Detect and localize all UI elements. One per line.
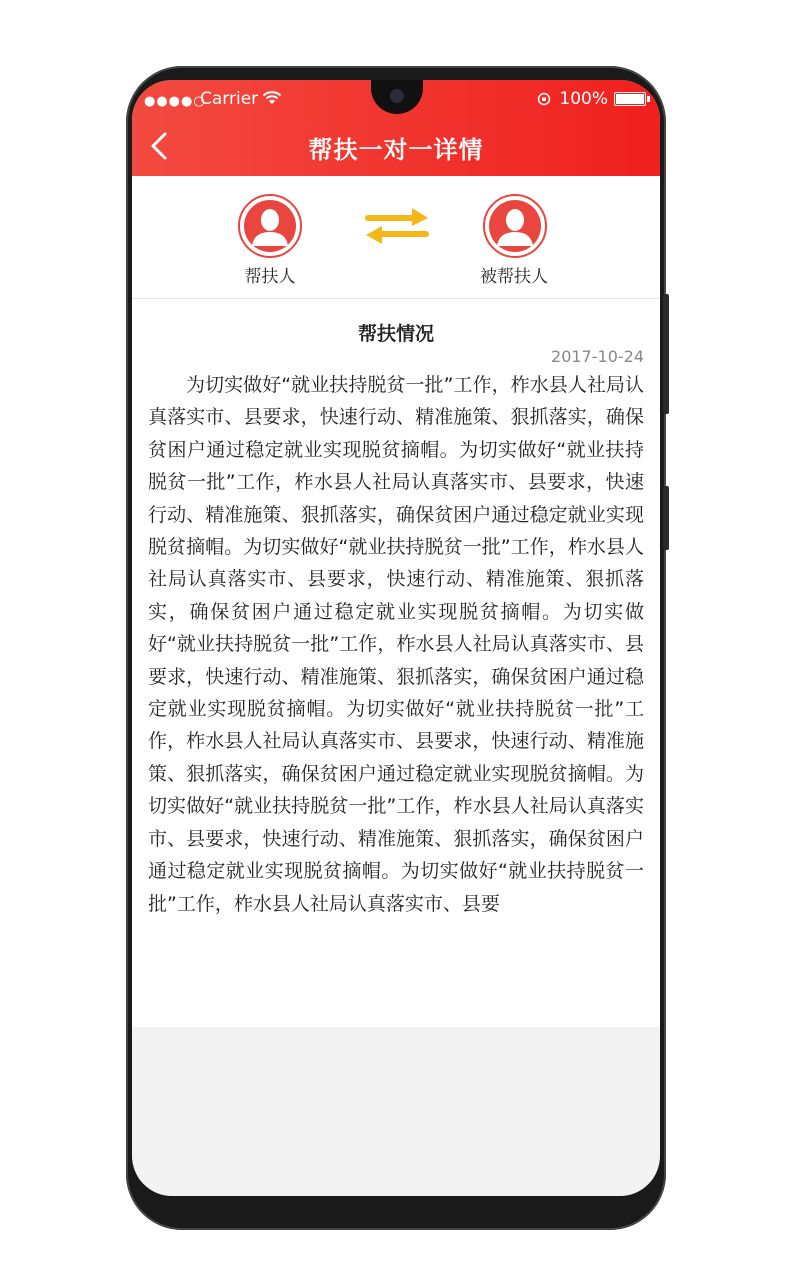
helper-label: 帮扶人 [244,267,296,287]
article-date: 2017-10-24 [551,347,644,366]
camera-icon [390,89,404,103]
phone-screen [132,80,660,1196]
signal-icon: ●●●●○ [144,94,206,109]
helper-pair-section [132,176,660,299]
camera-notch [371,80,423,114]
helped-label: 被帮扶人 [480,267,548,287]
power-button [663,486,669,550]
app-header [132,80,660,176]
helper-avatar[interactable] [238,194,302,258]
person-icon [485,196,545,256]
swap-arrows-icon [360,202,434,250]
status-bar [132,80,660,118]
status-right [537,89,646,109]
battery-icon [614,92,646,106]
battery-percent: 100% [559,89,608,109]
rotation-lock-icon [537,92,551,106]
helped-avatar[interactable] [483,194,547,258]
carrier-name: Carrier [200,89,259,109]
volume-button [663,294,669,414]
article-title: 帮扶情况 [357,323,434,345]
wifi-icon [262,90,282,110]
page-title: 帮扶一对一详情 [308,136,484,164]
article-body: 为切实做好“就业扶持脱贫一批”工作，柞水县人社局认真落实市、县要求，快速行动、精准施策、狠抓落实，确保贫困户通过稳定就业实现脱贫摘帽。为切实做好“就业扶持脱贫一批”工作，柞水县人社局认真落实市、县要求，快速行动、精准施策、狠抓落实，确保贫困户通过稳定就业实现脱贫摘帽。为切实做好“就业扶持脱贫一批”工作，柞水县人社局认真落实市、县要求，快速行动、精准施策、狠抓落实，确保贫困户通过稳定就业实现脱贫摘帽。为切实做好“就业扶持脱贫一批”工作，柞水县人社局认真落实市、县要求，快速行动、精准施策、狠抓落实，确保贫困户通过稳定就业实现脱贫摘帽。为切实做好“就业扶持脱贫一批”工作，柞水县人社局认真落实市、县要求，快速行动、精准施策、狠抓落实，确保贫困户通过稳定就业实现脱贫摘帽。为切实做好“就业扶持脱贫一批”工作，柞水县人社局认真落实市、县要求，快速行动、精准施策、狠抓落实，确保贫困户通过稳定就业实现脱贫摘帽。为切实做好“就业扶持脱贫一批”工作，柞水县人社局认真落实市、县要 [148,374,644,915]
person-icon [240,196,300,256]
article-section [132,299,660,1027]
